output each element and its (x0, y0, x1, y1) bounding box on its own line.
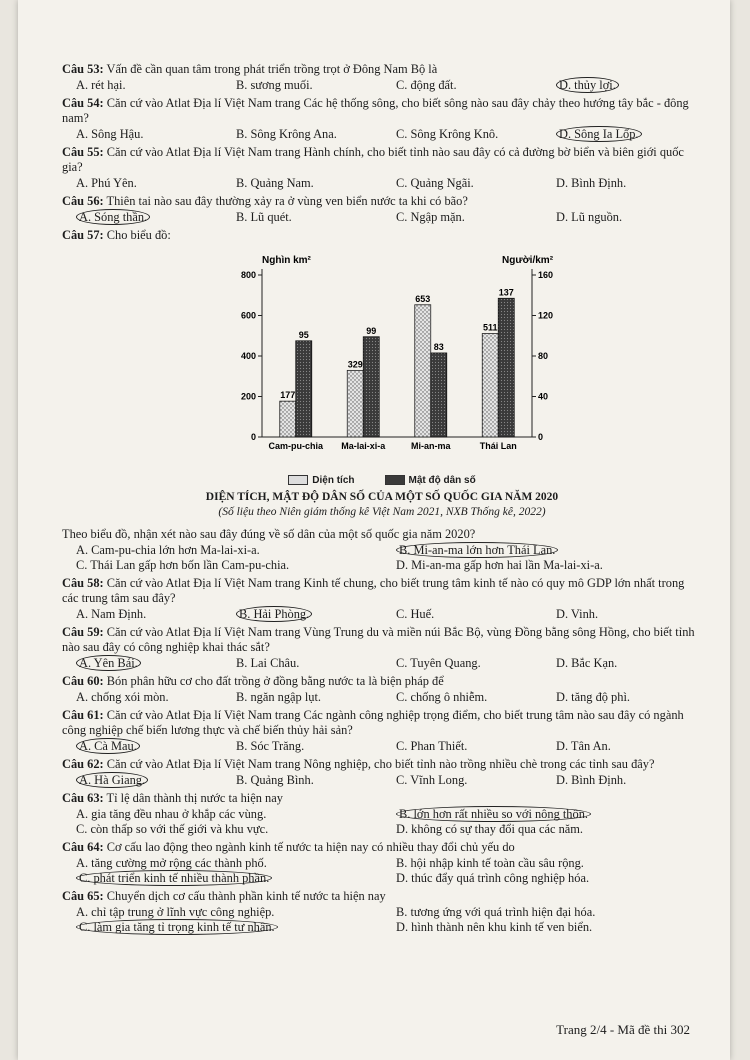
option-a[interactable] (62, 656, 222, 671)
bar-chart (62, 247, 702, 487)
selected-answer: A. Sóng thần. (76, 209, 150, 225)
options-60 (62, 690, 702, 705)
y-tick-label-right: 0 (538, 432, 544, 442)
legend-swatch-density (385, 475, 405, 485)
data-label-area: 177 (280, 390, 296, 401)
option-b[interactable]: B. Lũ quét. (236, 210, 292, 224)
option-b[interactable] (222, 607, 382, 622)
question-text: Cơ cấu lao động theo ngành kinh tế nước ta hiện nay có nhiều thay đổi chủ yếu do (106, 840, 515, 854)
question-53 (62, 62, 702, 77)
legend-label: Mật độ dân số (408, 475, 476, 486)
options-63 (62, 807, 702, 837)
option-d[interactable]: D. Bắc Kạn. (556, 656, 618, 670)
option-d[interactable]: D. tăng độ phì. (556, 690, 630, 704)
data-label-area: 511 (482, 322, 498, 333)
option-d[interactable] (542, 78, 702, 93)
option-c[interactable]: C. Vĩnh Long. (396, 773, 468, 787)
option-b[interactable]: B. Sóc Trăng. (236, 739, 305, 753)
option-d[interactable]: D. Bình Định. (556, 176, 627, 190)
option-b[interactable]: B. Sông Krông Ana. (236, 127, 337, 141)
option-b[interactable]: B. sương muối. (236, 78, 313, 92)
question-label: Câu 58: (62, 576, 104, 590)
options-53 (62, 78, 702, 93)
question-label: Câu 62: (62, 757, 104, 771)
question-55 (62, 145, 702, 175)
option-c[interactable]: C. còn thấp so với thế giới và khu vực. (76, 822, 269, 836)
y-tick-label-left: 800 (240, 270, 256, 280)
options-65 (62, 905, 702, 935)
options-59 (62, 656, 702, 671)
option-d[interactable]: D. Tân An. (556, 739, 611, 753)
question-text: Căn cứ vào Atlat Địa lí Việt Nam trang Các ngành công nghiệp trọng điểm, cho biết trung tâm nào sau đây có ngành công nghiệp chế biến lương thực và chế biến thủy hải sản? (62, 708, 684, 737)
question-text: Vấn đề cần quan tâm trong phát triển trồng trọt ở Đông Nam Bộ là (106, 62, 438, 76)
option-c[interactable]: C. động đất. (396, 78, 457, 92)
question-text: Thiên tai nào sau đây thường xảy ra ở vùng ven biển nước ta khi có bão? (106, 194, 468, 208)
option-b[interactable]: B. Lai Châu. (236, 656, 300, 670)
option-a[interactable]: A. gia tăng đều nhau ở khắp các vùng. (76, 807, 267, 821)
option-a[interactable]: A. Phú Yên. (76, 176, 137, 190)
option-c[interactable] (62, 871, 382, 886)
question-text: Căn cứ vào Atlat Địa lí Việt Nam trang Nông nghiệp, cho biết tỉnh nào trồng nhiều chè trong các tỉnh sau đây? (106, 757, 655, 771)
y-tick-label-left: 600 (240, 310, 256, 321)
y-tick-label-left: 0 (250, 432, 256, 442)
selected-answer: B. Mi-an-ma lớn hơn Thái Lan. (396, 542, 558, 558)
option-a[interactable]: A. Cam-pu-chia lớn hơn Ma-lai-xi-a. (76, 543, 260, 557)
option-a[interactable]: A. chống xói mòn. (76, 690, 169, 704)
question-label: Câu 53: (62, 62, 104, 76)
option-d[interactable] (542, 127, 702, 142)
bar-area (280, 401, 296, 437)
y-tick-label-left: 200 (240, 391, 256, 402)
option-a[interactable] (62, 773, 222, 788)
exam-content (62, 62, 702, 938)
options-55 (62, 176, 702, 191)
selected-answer: D. thủy lợi. (556, 77, 619, 93)
x-tick-label: Mi-an-ma (410, 441, 451, 451)
option-c[interactable]: C. chống ô nhiễm. (396, 690, 488, 704)
question-label: Câu 60: (62, 674, 104, 688)
option-d[interactable]: D. không có sự thay đổi qua các năm. (396, 822, 584, 836)
question-label: Câu 64: (62, 840, 104, 854)
option-c[interactable]: C. Huế. (396, 607, 435, 621)
option-a[interactable]: A. Sông Hậu. (76, 127, 144, 141)
y-tick-label-right: 120 (538, 310, 554, 321)
data-label-area: 329 (347, 359, 363, 370)
question-58 (62, 576, 702, 606)
question-59 (62, 625, 702, 655)
question-61 (62, 708, 702, 738)
question-label: Câu 63: (62, 791, 104, 805)
question-64 (62, 840, 702, 855)
option-d[interactable]: D. thúc đẩy quá trình công nghiệp hóa. (396, 871, 590, 885)
legend-swatch-area (288, 475, 308, 485)
y-axis-right-label: Người/km² (502, 255, 554, 266)
question-label: Câu 59: (62, 625, 104, 639)
bar-density (498, 298, 514, 437)
chart-container (62, 247, 702, 527)
x-tick-label: Cam-pu-chia (268, 441, 324, 451)
question-label: Câu 61: (62, 708, 104, 722)
option-b[interactable]: B. tương ứng với quá trình hiện đại hóa. (396, 905, 596, 919)
selected-answer: A. Yên Bái. (76, 655, 141, 671)
option-a[interactable]: A. tăng cường mở rộng các thành phố. (76, 856, 267, 870)
option-d[interactable]: D. Vinh. (556, 607, 599, 621)
legend-item-area (288, 473, 354, 488)
question-text: Tỉ lệ dân thành thị nước ta hiện nay (106, 791, 283, 805)
selected-answer: B. lớn hơn rất nhiều so với nông thôn. (396, 806, 591, 822)
question-label: Câu 57: (62, 228, 104, 242)
option-b[interactable] (382, 807, 702, 822)
question-label: Câu 55: (62, 145, 104, 159)
question-label: Câu 65: (62, 889, 104, 903)
bar-area (415, 305, 431, 437)
option-d[interactable]: D. Mi-an-ma gấp hơn hai lần Ma-lai-xi-a. (396, 558, 603, 572)
option-b[interactable]: B. Quảng Nam. (236, 176, 314, 190)
question-label: Câu 56: (62, 194, 104, 208)
option-c[interactable]: C. Quảng Ngãi. (396, 176, 474, 190)
question-text: Chuyển dịch cơ cấu thành phần kinh tế nước ta hiện nay (106, 889, 386, 903)
bar-area (347, 370, 363, 437)
option-a[interactable] (62, 739, 222, 754)
question-text: Căn cứ vào Atlat Địa lí Việt Nam trang Các hệ thống sông, cho biết sông nào sau đây chảy theo hướng tây bắc - đông nam? (62, 96, 689, 125)
question-text: Căn cứ vào Atlat Địa lí Việt Nam trang Vùng Trung du và miền núi Bắc Bộ, vùng Đồng bằng sông Hồng, cho biết tỉnh nào sau đây có công nghiệp khai thác sắt? (62, 625, 695, 654)
option-a[interactable]: A. chỉ tập trung ở lĩnh vực công nghiệp. (76, 905, 275, 919)
bar-density (431, 353, 447, 437)
option-c[interactable]: C. Thái Lan gấp hơn bốn lần Cam-pu-chia. (76, 558, 290, 572)
option-d[interactable]: D. hình thành nên khu kinh tế ven biển. (396, 920, 593, 934)
options-64 (62, 856, 702, 886)
legend-item-density (385, 473, 476, 488)
chart-source: (Số liệu theo Niên giám thống kê Việt Nam 2021, NXB Thống kê, 2022) (218, 506, 546, 518)
options-54 (62, 127, 702, 142)
selected-answer: A. Cà Mau. (76, 738, 140, 754)
legend-label: Diện tích (312, 475, 355, 486)
page-footer: Trang 2/4 - Mã đề thi 302 (556, 1022, 690, 1037)
option-a[interactable]: A. Nam Định. (76, 607, 147, 621)
option-c[interactable]: C. Sông Krông Knô. (396, 127, 499, 141)
y-tick-label-right: 40 (538, 391, 549, 402)
question-63 (62, 791, 702, 806)
y-tick-label-left: 400 (240, 351, 256, 361)
bar-density (296, 341, 312, 437)
option-c[interactable]: C. Tuyên Quang. (396, 656, 481, 670)
options-56 (62, 210, 702, 225)
option-c[interactable]: C. Phan Thiết. (396, 739, 468, 753)
question-54 (62, 96, 702, 126)
bar-area (482, 334, 498, 437)
option-d[interactable]: D. Bình Định. (556, 773, 627, 787)
x-tick-label: Thái Lan (479, 441, 517, 451)
data-label-density: 95 (298, 329, 309, 340)
question-62 (62, 757, 702, 772)
options-61 (62, 739, 702, 754)
data-label-density: 83 (433, 341, 444, 352)
question-label: Câu 54: (62, 96, 104, 110)
option-c[interactable]: C. Ngập mặn. (396, 210, 465, 224)
question-text: Căn cứ vào Atlat Địa lí Việt Nam trang Kinh tế chung, cho biết trung tâm kinh tế nào có quy mô GDP lớn nhất trong các trung tâm sau đây? (62, 576, 685, 605)
question-text: Cho biểu đồ: (106, 228, 171, 242)
y-tick-label-right: 80 (538, 351, 549, 361)
y-tick-label-right: 160 (538, 270, 554, 280)
question-65 (62, 889, 702, 904)
options-58 (62, 607, 702, 622)
x-tick-label: Ma-lai-xi-a (341, 441, 386, 451)
option-d[interactable]: D. Lũ nguồn. (556, 210, 623, 224)
selected-answer: A. Hà Giang. (76, 772, 148, 788)
exam-page (18, 0, 730, 1060)
question-text: Bón phân hữu cơ cho đất trồng ở đồng bằng nước ta là biện pháp để (106, 674, 444, 688)
bar-density (363, 337, 379, 437)
option-a[interactable]: A. rét hại. (76, 78, 126, 92)
option-b[interactable] (382, 543, 702, 558)
selected-answer: C. làm gia tăng tỉ trọng kinh tế tư nhân. (76, 919, 278, 935)
chart-title: DIỆN TÍCH, MẬT ĐỘ DÂN SỐ CỦA MỘT SỐ QUỐC GIA NĂM 2020 (205, 491, 559, 503)
selected-answer: D. Sông Ia Lốp. (556, 126, 642, 142)
data-label-density: 137 (498, 287, 514, 298)
question-56 (62, 194, 702, 209)
option-b[interactable]: B. Quảng Bình. (236, 773, 314, 787)
data-label-density: 99 (366, 325, 377, 336)
selected-answer: B. Hải Phòng. (236, 606, 312, 622)
options-62 (62, 773, 702, 788)
option-c[interactable] (62, 920, 382, 935)
question-57-prompt: Theo biểu đồ, nhận xét nào sau đây đúng về số dân của một số quốc gia năm 2020? (62, 527, 476, 541)
selected-answer: C. phát triển kinh tế nhiều thành phần. (76, 870, 272, 886)
option-a[interactable] (62, 210, 222, 225)
question-57 (62, 228, 702, 243)
option-b[interactable]: B. ngăn ngập lụt. (236, 690, 322, 704)
option-b[interactable]: B. hội nhập kinh tế toàn cầu sâu rộng. (396, 856, 584, 870)
data-label-area: 653 (415, 293, 431, 304)
options-57 (62, 543, 702, 573)
chart-marks (241, 269, 553, 451)
question-text: Căn cứ vào Atlat Địa lí Việt Nam trang Hành chính, cho biết tỉnh nào sau đây có cả đường bờ biển và biên giới quốc gia? (62, 145, 684, 174)
y-axis-left-label: Nghìn km² (262, 255, 311, 266)
question-60 (62, 674, 702, 689)
